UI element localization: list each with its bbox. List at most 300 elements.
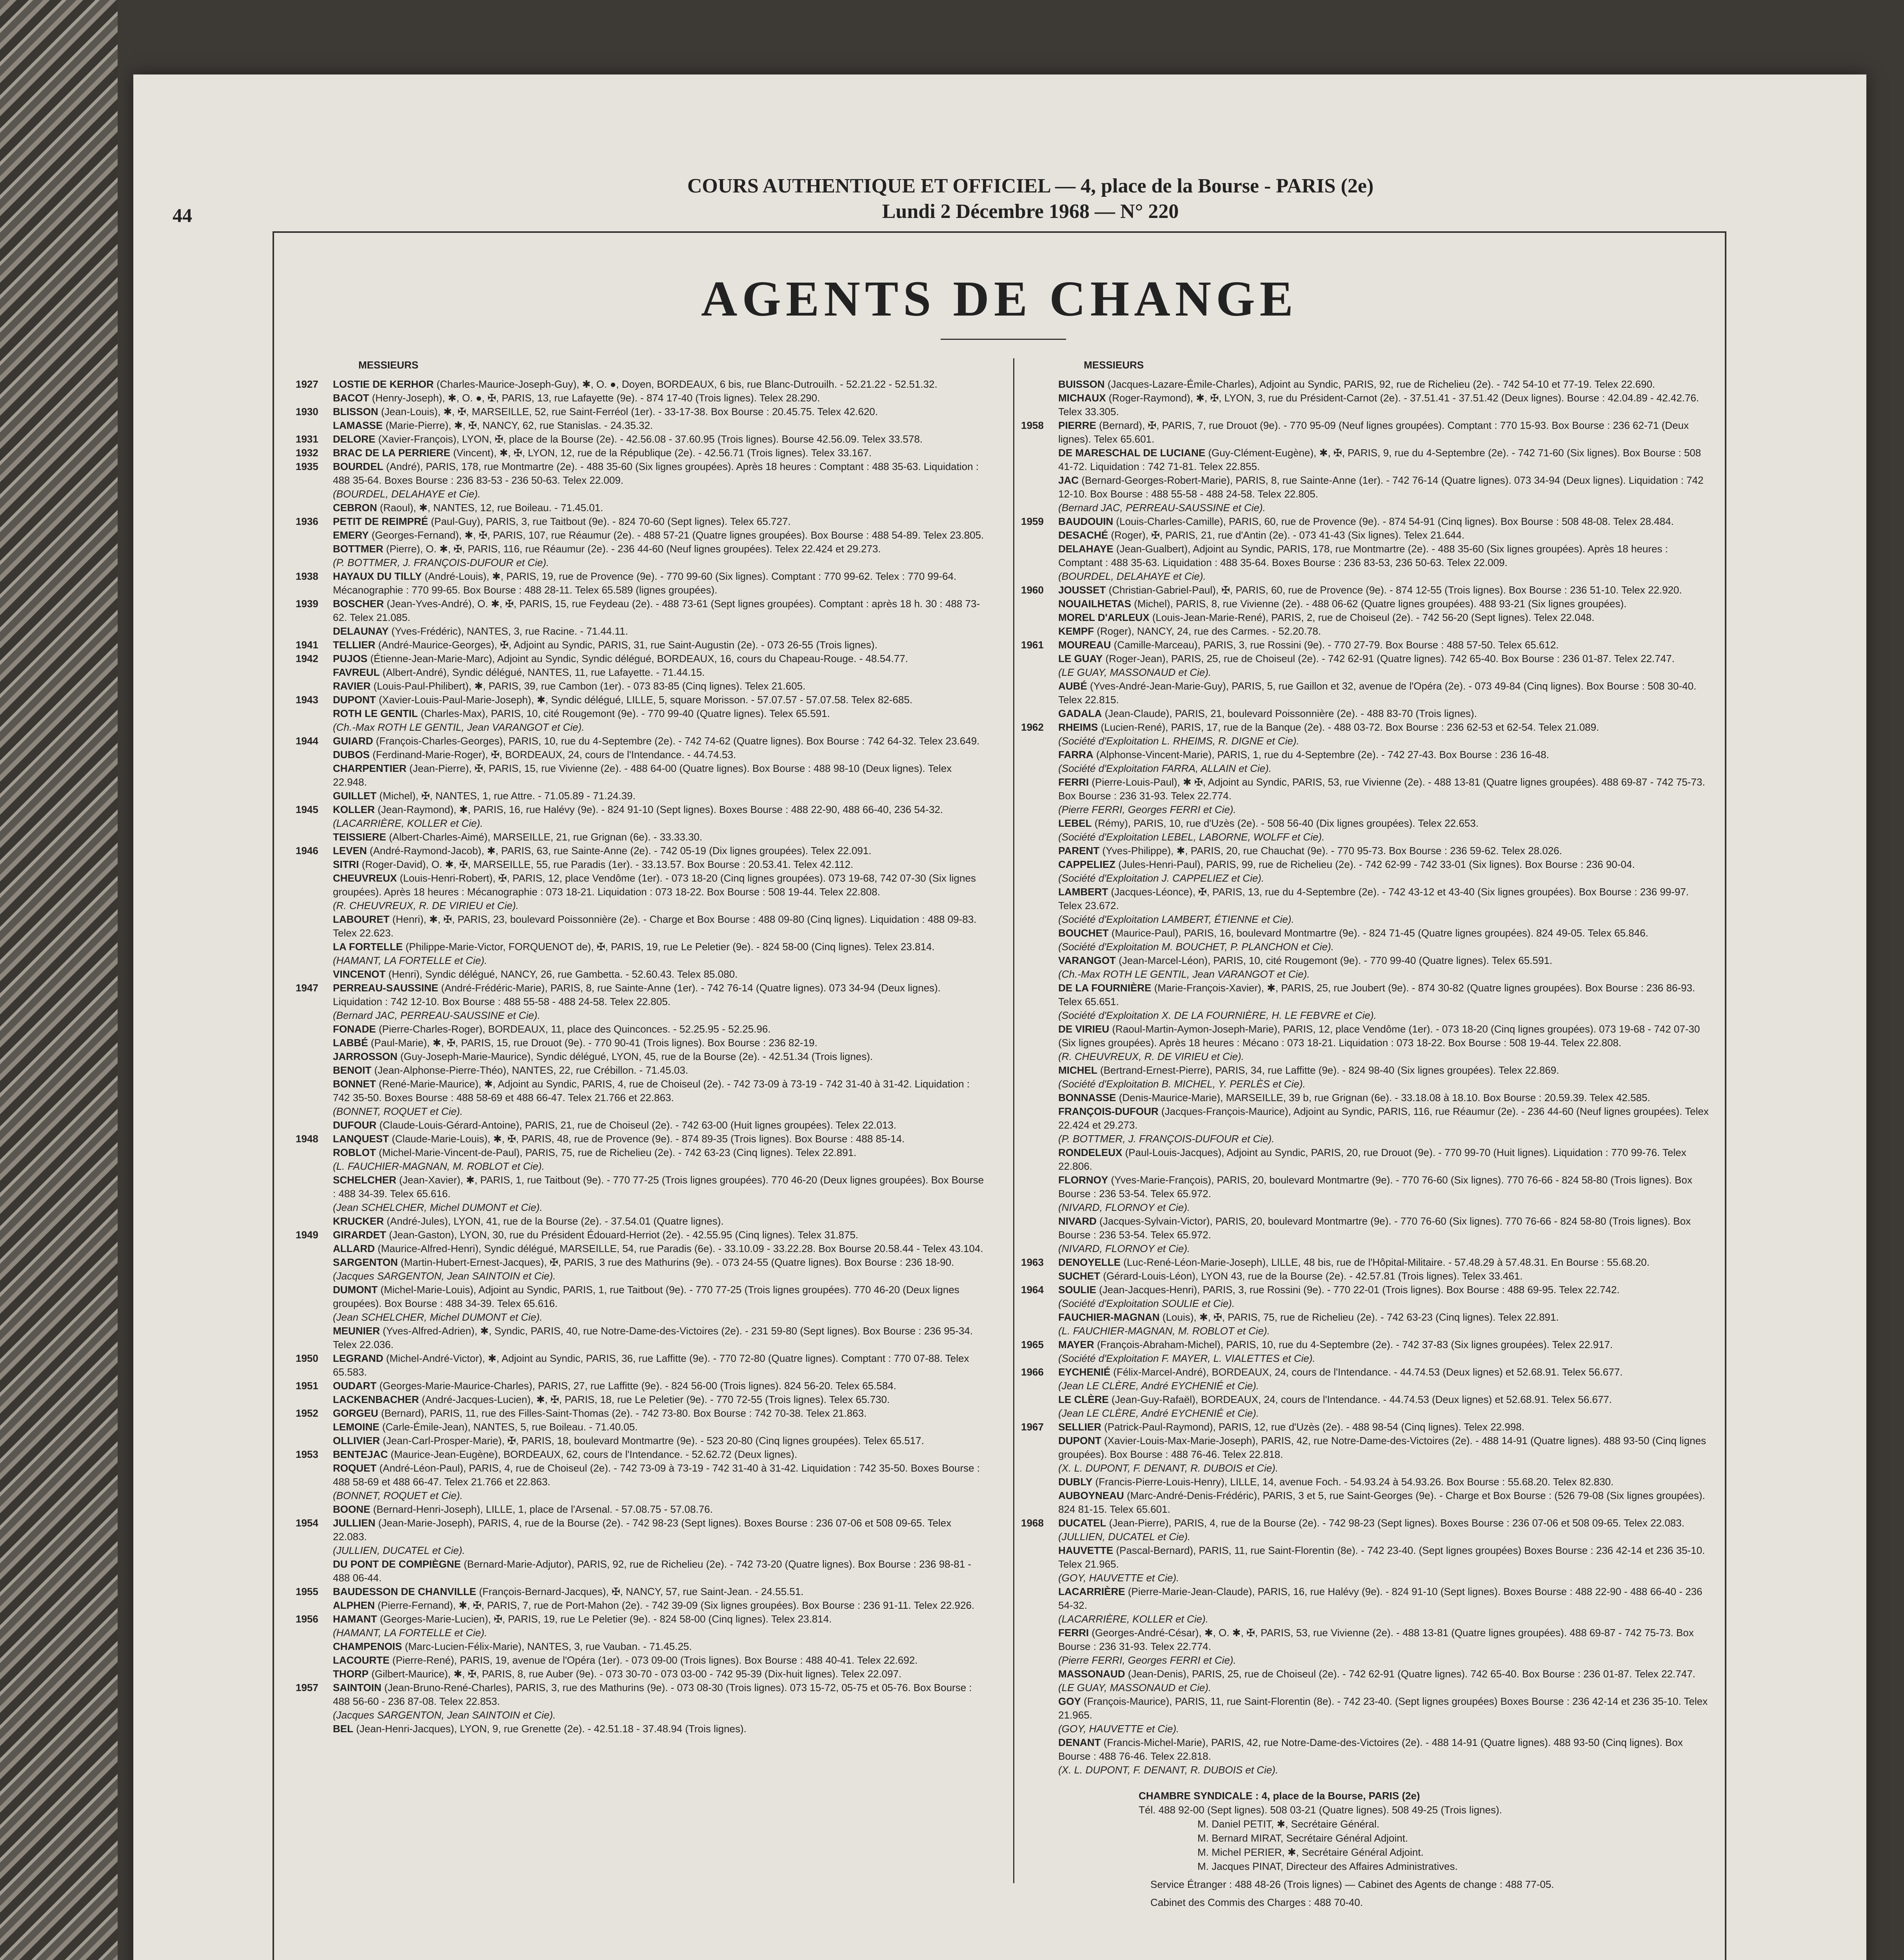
entry-details: (René-Marie-Maurice), ✱, Adjoint au Syndic, PARIS, 4, rue de Choiseul (2e). - 742 73-09 à 73-19 - 742 31-40 à 31-42. Liquidation : 742 35-50. Boxes Bourse : 488 58-69 et 488 66-47. Telex 21.766 et 22.863. [333, 1078, 970, 1103]
entry-name: LAMBERT [1058, 886, 1108, 898]
agent-entry [1021, 419, 1711, 446]
agent-entry [296, 762, 986, 789]
chambre-member: M. Bernard MIRAT, Secrétaire Général Adjoint. [1197, 1832, 1408, 1844]
entry-details: (Roger-Raymond), ✱, ✠, LYON, 3, rue du Président-Carnot (2e). - 37.51.41 - 37.51.42 (Deux lignes). Bourse : 42.04.89 - 42.42.76. Telex 33.305. [1058, 392, 1699, 417]
entry-year: 1931 [296, 433, 318, 445]
agent-entry [296, 1448, 986, 1461]
entry-details: (Jules-Henri-Paul), PARIS, 99, rue de Richelieu (2e). - 742 62-99 - 742 33-01 (Six lignes). Box Bourse : 236 90-04. [1118, 858, 1635, 870]
entry-details: (Maurice-Jean-Eugène), BORDEAUX, 62, cours de l'Intendance. - 52.62.72 (Deux lignes). [391, 1448, 798, 1460]
entry-firm: (Ch.-Max ROTH LE GENTIL, Jean VARANGOT et Cie). [333, 721, 585, 733]
column-divider [1013, 358, 1014, 1883]
entry-firm: (JULLIEN, DUCATEL et Cie). [1058, 1531, 1191, 1543]
entry-details: (Lucien-René), PARIS, 17, rue de la Banque (2e). - 488 03-72. Box Bourse : 236 62-53 et 62-54. Telex 21.089. [1101, 721, 1599, 733]
entry-year: 1938 [296, 570, 318, 582]
entry-year: 1944 [296, 735, 318, 747]
entry-name: CHEUVREUX [333, 872, 397, 884]
entry-name: DUPONT [1058, 1435, 1101, 1446]
entry-name: PUJOS [333, 653, 368, 664]
entry-name: DUFOUR [333, 1119, 377, 1131]
agent-entry [1021, 1256, 1711, 1269]
agent-entry [1021, 885, 1711, 926]
entry-details: (Francis-Michel-Marie), PARIS, 42, rue Notre-Dame-des-Victoires (2e). - 488 14-91 (Quatre lignes). 488 93-50 (Cinq lignes). Box Bourse : 488 76-46. Telex 22.818. [1058, 1737, 1683, 1762]
entry-details: (Roger), ✠, PARIS, 21, rue d'Antin (2e). - 073 41-43 (Six lignes). Telex 21.644. [1111, 529, 1464, 541]
entry-details: (Ferdinand-Marie-Roger), ✠, BORDEAUX, 24, cours de l'Intendance. - 44.74.53. [372, 749, 736, 760]
entry-year: 1955 [296, 1586, 318, 1597]
entry-name: BOURDEL [333, 461, 383, 472]
entry-details: (André-Raymond-Jacob), ✱, PARIS, 63, rue Sainte-Anne (2e). - 742 05-19 (Dix lignes groupées). Telex 22.091. [369, 845, 872, 857]
agent-entry [296, 858, 986, 871]
entry-name: HAMANT [333, 1613, 377, 1625]
entry-name: EMERY [333, 529, 369, 541]
agent-entry [296, 597, 986, 624]
agent-entry [1021, 720, 1711, 748]
agent-entry [296, 1242, 986, 1256]
entry-name: SUCHET [1058, 1270, 1100, 1282]
entry-name: BLISSON [333, 406, 378, 417]
entry-year: 1947 [296, 982, 318, 994]
agent-entry [296, 570, 986, 597]
entry-name: DE VIRIEU [1058, 1023, 1110, 1035]
entry-firm: (R. CHEUVREUX, R. DE VIRIEU et Cie). [333, 900, 519, 911]
agent-entry [1021, 446, 1711, 474]
entry-details: (Jean-Guy-Rafaël), BORDEAUX, 24, cours de l'Intendance. - 44.74.53 (Deux lignes) et 52.68.91. Telex 56.677. [1111, 1394, 1612, 1405]
agent-entry [1021, 817, 1711, 844]
entry-year: 1927 [296, 378, 318, 390]
entry-details: (François-Charles-Georges), PARIS, 10, rue du 4-Septembre (2e). - 742 74-62 (Quatre lignes). Box Bourse : 742 64-32. Telex 23.649. [376, 735, 980, 747]
agent-entry [1021, 1516, 1711, 1544]
agent-entry [296, 446, 986, 460]
entry-firm: (Jacques SARGENTON, Jean SAINTOIN et Cie). [333, 1270, 556, 1282]
entry-details: (Claude-Marie-Louis), ✱, ✠, PARIS, 48, rue de Provence (9e). - 874 89-35 (Trois lignes). Box Bourse : 488 85-14. [392, 1133, 905, 1145]
agent-entry [296, 1352, 986, 1379]
entry-firm: (Pierre FERRI, Georges FERRI et Cie). [1058, 1654, 1236, 1666]
entry-firm: (BOURDEL, DELAHAYE et Cie). [333, 488, 481, 500]
entry-name: ALPHEN [333, 1599, 375, 1611]
entry-name: PETIT DE REIMPRÉ [333, 515, 428, 527]
entry-name: JULLIEN [333, 1517, 376, 1529]
entry-details: (Paul-Guy), PARIS, 3, rue Taitbout (9e). - 824 70-60 (Sept lignes). Telex 65.727. [431, 515, 791, 527]
entry-name: LANQUEST [333, 1133, 389, 1145]
entry-year: 1941 [296, 639, 318, 651]
entry-details: (Roger), NANCY, 24, rue des Carmes. - 52.20.78. [1097, 625, 1321, 637]
agent-entry [296, 748, 986, 762]
entry-name: DUPONT [333, 694, 376, 706]
entry-details: (Marc-André-Denis-Frédéric), PARIS, 3 et 5, rue Saint-Georges (9e). - Charge et Box Bourse : (526 79-08 (Six lignes groupées). 824 81-15. Telex 65.601. [1058, 1490, 1705, 1515]
entry-name: FERRI [1058, 776, 1089, 788]
entry-name: BONNASSE [1058, 1092, 1116, 1103]
entry-firm: (BONNET, ROQUET et Cie). [333, 1105, 463, 1117]
entry-firm: (L. FAUCHIER-MAGNAN, M. ROBLOT et Cie). [333, 1160, 545, 1172]
agent-entry [1021, 1063, 1711, 1091]
entry-firm: (LE GUAY, MASSONAUD et Cie). [1058, 666, 1212, 678]
entry-details: (Guy-Clément-Eugène), ✱, ✠, PARIS, 9, rue du 4-Septembre (2e). - 742 71-60 (Six lignes). Box Bourse : 508 41-72. Liquidation : 742 71-81. Telex 22.855. [1058, 447, 1701, 472]
entry-details: (Albert-Charles-Aimé), MARSEILLE, 21, rue Grignan (6e). - 33.33.30. [389, 831, 703, 843]
entry-year: 1959 [1021, 515, 1044, 527]
agent-entry [1021, 1585, 1711, 1626]
entry-firm: (JULLIEN, DUCATEL et Cie). [333, 1544, 465, 1556]
entry-name: BAUDOUIN [1058, 515, 1114, 527]
entry-name: LA FORTELLE [333, 941, 403, 953]
agent-entry [1021, 1214, 1711, 1256]
entry-details: (Louis), ✱, ✠, PARIS, 75, rue de Richelieu (2e). - 742 63-23 (Cinq lignes). Telex 22.891. [1162, 1311, 1559, 1323]
entry-year: 1930 [296, 406, 318, 417]
chambre-member: M. Michel PERIER, ✱, Secrétaire Général Adjoint. [1197, 1846, 1424, 1858]
entry-name: LACARRIÈRE [1058, 1586, 1125, 1597]
agent-entry [1021, 391, 1711, 419]
entry-details: (Albert-André), Syndic délégué, NANTES, 11, rue Lafayette. - 71.44.15. [382, 666, 705, 678]
agent-entry [296, 1022, 986, 1036]
agent-entry [296, 844, 986, 858]
entry-details: (Michel), PARIS, 8, rue Vivienne (2e). - 488 06-62 (Quatre lignes groupées). 488 93-21 (Six lignes groupées). [1134, 598, 1627, 610]
entry-firm: (GOY, HAUVETTE et Cie). [1058, 1572, 1179, 1584]
entry-name: LEGRAND [333, 1352, 383, 1364]
entry-year: 1950 [296, 1352, 318, 1364]
agent-entry [1021, 1626, 1711, 1667]
entry-firm: (R. CHEUVREUX, R. DE VIRIEU et Cie). [1058, 1051, 1244, 1062]
entry-name: DE LA FOURNIÈRE [1058, 982, 1152, 994]
entry-name: FAVREUL [333, 666, 380, 678]
agent-entry [296, 1406, 986, 1420]
entry-details: (Xavier-Louis-Max-Marie-Joseph), PARIS, 42, rue Notre-Dame-des-Victoires (2e). - 488 14-91 (Quatre lignes). 488 93-50 (Cinq lignes groupées). Box Bourse : 488 76-46. Telex 22.818. [1058, 1435, 1706, 1460]
entry-name: THORP [333, 1668, 369, 1680]
entry-name: BOTTMER [333, 543, 383, 555]
entry-name: MAYER [1058, 1339, 1094, 1350]
agent-entry [296, 1503, 986, 1516]
entry-year: 1935 [296, 461, 318, 472]
entry-name: DUBOS [333, 749, 370, 760]
entry-firm: (GOY, HAUVETTE et Cie). [1058, 1723, 1179, 1735]
entry-name: ROBLOT [333, 1147, 376, 1158]
entry-details: (Yves-Philippe), ✱, PARIS, 20, rue Chauchat (9e). - 770 95-73. Box Bourse : 236 59-62. Telex 28.026. [1102, 845, 1562, 857]
entry-name: RHEIMS [1058, 721, 1098, 733]
entry-details: (Louis-Henri-Robert), ✠, PARIS, 12, place Vendôme (1er). - 073 18-20 (Cinq lignes groupées). 073 19-68, 742 07-30 (Six lignes groupées). Après 18 heures : Mécanographie : 073 18-21. Liquidation : 073 18-22. Box Bourse : 508 19-44. Telex 22.808. [333, 872, 976, 898]
entry-name: BOONE [333, 1503, 371, 1515]
entry-details: (Jean-Xavier), ✱, PARIS, 1, rue Taitbout (9e). - 770 77-25 (Trois lignes groupées). 770 46-20 (Deux lignes groupées). Box Bourse : 488 34-39. Telex 65.616. [333, 1174, 984, 1200]
entry-firm: (Société d'Exploitation FARRA, ALLAIN et Cie). [1058, 762, 1272, 774]
entry-name: AUBÉ [1058, 680, 1087, 692]
header-line-2: Lundi 2 Décembre 1968 — N° 220 [882, 200, 1179, 223]
entry-name: FARRA [1058, 749, 1094, 760]
entry-firm: (Société d'Exploitation X. DE LA FOURNIÈRE, H. LE FEBVRE et Cie). [1058, 1009, 1377, 1021]
entry-year: 1964 [1021, 1284, 1044, 1296]
agent-entry [296, 1653, 986, 1667]
entry-details: (François-Abraham-Michel), PARIS, 10, rue du 4-Septembre (2e). - 742 37-83 (Six lignes groupées). Telex 22.917. [1097, 1339, 1613, 1350]
entry-name: CAPPELIEZ [1058, 858, 1116, 870]
agent-entry [296, 1036, 986, 1050]
entry-name: KEMPF [1058, 625, 1094, 637]
entry-details: (Jean-Bruno-René-Charles), PARIS, 3, rue des Mathurins (9e). - 073 08-30 (Trois lignes). 073 15-72, 05-75 et 05-76. Box Bourse : 488 56-60 - 236 87-08. Telex 22.853. [333, 1682, 972, 1707]
entry-name: GOY [1058, 1695, 1081, 1707]
agent-entry [296, 693, 986, 707]
agent-entry [296, 1599, 986, 1612]
entry-details: (Jean-Denis), PARIS, 25, rue de Choiseul (2e). - 742 62-91 (Quatre lignes). 742 65-40. Box Bourse : 236 01-87. Telex 22.747. [1128, 1668, 1695, 1680]
entry-firm: (Ch.-Max ROTH LE GENTIL, Jean VARANGOT et Cie). [1058, 968, 1310, 980]
entry-details: (André-Jacques-Lucien), ✱, ✠, PARIS, 18, rue Le Peletier (9e). - 770 72-55 (Trois lignes). Telex 65.730. [421, 1394, 890, 1405]
entry-details: (Henry-Joseph), ✱, O. ●, ✠, PARIS, 13, rue Lafayette (9e). - 874 17-40 (Trois lignes). Telex 28.290. [372, 392, 820, 404]
entry-details: (Étienne-Jean-Marie-Marc), Adjoint au Syndic, Syndic délégué, BORDEAUX, 16, cours du Chapeau-Rouge. - 48.54.77. [370, 653, 908, 664]
entry-name: MEUNIER [333, 1325, 380, 1337]
entry-name: SCHELCHER [333, 1174, 396, 1186]
entry-firm: (LE GUAY, MASSONAUD et Cie). [1058, 1682, 1212, 1693]
entry-details: (Henri), ✱, ✠, PARIS, 23, boulevard Poissonnière (2e). - Charge et Box Bourse : 488 09-80 (Cinq lignes). Liquidation : 488 09-83. Telex 22.623. [333, 913, 977, 939]
entry-details: (Jacques-François-Maurice), Adjoint au Syndic, PARIS, 116, rue Réaumur (2e). - 236 44-60 (Neuf lignes groupées). Telex 22.424 et 29.273. [1058, 1105, 1709, 1131]
entry-details: (Jean-Marie-Joseph), PARIS, 4, rue de la Bourse (2e). - 742 98-23 (Sept lignes). Boxes Bourse : 236 07-06 et 508 09-65. Telex 22.083. [333, 1517, 952, 1543]
agent-entry [1021, 597, 1711, 611]
entry-name: KRUCKER [333, 1215, 384, 1227]
entry-details: (André-Louis), ✱, PARIS, 19, rue de Provence (9e). - 770 99-60 (Six lignes). Comptant : 770 99-62. Telex : 770 99-64. Mécanographie : 770 99-65. Box Bourse : 488 28-11. Telex 65.589 (lignes groupées). [333, 570, 957, 596]
entry-details: (Pascal-Bernard), PARIS, 11, rue Saint-Florentin (8e). - 742 23-40. (Sept lignes groupées) Boxes Bourse : 236 42-14 et 236 35-10. Telex 21.965. [1058, 1544, 1705, 1570]
agent-entry [296, 981, 986, 1022]
agent-entry [1021, 1695, 1711, 1736]
agent-entry [296, 707, 986, 734]
entry-name: PARENT [1058, 845, 1099, 857]
entry-details: (Marie-François-Xavier), ✱, PARIS, 25, rue Joubert (9e). - 874 30-82 (Quatre lignes groupées). Box Bourse : 236 86-93. Telex 65.651. [1058, 982, 1695, 1007]
entry-name: FLORNOY [1058, 1174, 1108, 1186]
entry-firm: (P. BOTTMER, J. FRANÇOIS-DUFOUR et Cie). [1058, 1133, 1275, 1145]
chambre-syndicale [1021, 1789, 1711, 1909]
agent-entry [296, 638, 986, 652]
entry-details: (Michel-Marie-Louis), Adjoint au Syndic, PARIS, 1, rue Taitbout (9e). - 770 77-25 (Trois lignes groupées). 770 46-20 (Deux lignes groupées). Box Bourse : 488 34-39. Telex 65.616. [333, 1284, 959, 1309]
entry-name: PIERRE [1058, 419, 1096, 431]
agent-entry [296, 624, 986, 638]
agent-entry [296, 391, 986, 405]
chambre-cabinet: Cabinet des Commis des Charges : 488 70-40. [1150, 1896, 1363, 1908]
entry-name: BRAC DE LA PERRIERE [333, 447, 451, 459]
entry-name: GADALA [1058, 708, 1102, 719]
agent-entry [296, 1420, 986, 1434]
entry-details: (Francis-Pierre-Louis-Henry), LILLE, 14, avenue Foch. - 54.93.24 à 54.93.26. Box Bourse : 55.68.20. Telex 82.830. [1095, 1476, 1614, 1488]
entry-name: CEBRON [333, 502, 377, 514]
entry-year: 1952 [296, 1407, 318, 1419]
entry-name: FONADE [333, 1023, 376, 1035]
entry-name: DESACHÉ [1058, 529, 1108, 541]
agent-entry [296, 460, 986, 501]
entry-details: (Jacques-Lazare-Émile-Charles), Adjoint au Syndic, PARIS, 92, rue de Richelieu (2e). - 742 54-10 et 77-19. Telex 22.690. [1107, 378, 1655, 390]
agent-entry [296, 967, 986, 981]
agent-entry [296, 1640, 986, 1653]
entry-name: GIRARDET [333, 1229, 386, 1241]
entry-name: SITRI [333, 858, 359, 870]
entry-details: (Jean-Gaston), LYON, 30, rue du Président Édouard-Herriot (2e). - 42.55.95 (Cinq lignes). Telex 31.875. [389, 1229, 859, 1241]
entry-name: KOLLER [333, 804, 375, 815]
title-rule [941, 339, 1066, 340]
entry-details: (André-Léon-Paul), PARIS, 4, rue de Choiseul (2e). - 742 73-09 à 73-19 - 742 31-40 à 31-42. Liquidation : 742 35-50. Boxes Bourse : 488 58-69 et 488 66-47. Telex 21.766 et 22.863. [333, 1462, 980, 1488]
entry-details: (Pierre-Charles-Roger), BORDEAUX, 11, place des Quinconces. - 52.25.95 - 52.25.96. [379, 1023, 771, 1035]
agent-entry [296, 1612, 986, 1640]
entry-firm: (Pierre FERRI, Georges FERRI et Cie). [1058, 804, 1236, 815]
agent-entry [1021, 1269, 1711, 1283]
entry-name: BENTEJAC [333, 1448, 388, 1460]
agent-entry [296, 1557, 986, 1585]
agent-entry [1021, 515, 1711, 528]
entry-details: (André-Jules), LYON, 41, rue de la Bourse (2e). - 37.54.01 (Quatre lignes). [387, 1215, 724, 1227]
agent-entry [1021, 611, 1711, 624]
entry-name: OUDART [333, 1380, 377, 1392]
agent-entry [296, 1461, 986, 1503]
entry-name: DELAHAYE [1058, 543, 1114, 555]
entry-details: (Claude-Louis-Gérard-Antoine), PARIS, 21, rue de Choiseul (2e). - 742 63-00 (Huit lignes groupées). Telex 22.013. [379, 1119, 896, 1131]
agent-entry [296, 940, 986, 967]
entry-name: DENANT [1058, 1737, 1101, 1748]
chambre-member: M. Jacques PINAT, Directeur des Affaires Administratives. [1197, 1860, 1458, 1872]
entry-details: (Jean-Pierre), ✠, PARIS, 15, rue Vivienne (2e). - 488 64-00 (Quatre lignes). Box Bourse : 488 98-10 (Deux lignes). Telex 22.948. [333, 762, 952, 788]
agent-entry [296, 1050, 986, 1063]
entry-details: (Henri), Syndic délégué, NANCY, 26, rue Gambetta. - 52.60.43. Telex 85.080. [388, 968, 738, 980]
chambre-heading: CHAMBRE SYNDICALE : 4, place de la Bourse, PARIS (2e) [1139, 1790, 1420, 1802]
chambre-service: Service Étranger : 488 48-26 (Trois lignes) — Cabinet des Agents de change : 488 77-05. [1150, 1878, 1554, 1890]
entry-name: DELAUNAY [333, 625, 389, 637]
entry-details: (Roger-David), O. ✱, ✠, MARSEILLE, 55, rue Paradis (1er). - 33.13.57. Box Bourse : 20.53.41. Telex 42.112. [362, 858, 854, 870]
entry-year: 1936 [296, 515, 318, 527]
agent-entry [1021, 954, 1711, 981]
entry-details: (Louis-Charles-Camille), PARIS, 60, rue de Provence (9e). - 874 54-91 (Cinq lignes). Box Bourse : 508 48-08. Telex 28.484. [1116, 515, 1674, 527]
entry-firm: (Jean LE CLÈRE, André EYCHENIÉ et Cie). [1058, 1407, 1259, 1419]
entry-name: VINCENOT [333, 968, 386, 980]
entry-details: (Raoul-Martin-Aymon-Joseph-Marie), PARIS, 12, place Vendôme (1er). - 073 18-20 (Cinq lignes groupées). 073 19-68 - 742 07-30 (Six lignes groupées). Après 18 heures : Mécano : 073 18-21. Liquidation : 073 18-22. Box Bourse : 508 19-44. Telex 22.808. [1058, 1023, 1700, 1049]
entry-details: (Pierre-Louis-Paul), ✱ ✠, Adjoint au Syndic, PARIS, 53, rue Vivienne (2e). - 488 13-81 (Quatre lignes groupées). 488 69-87 - 742 75-73. Box Bourse : 236 31-93. Telex 22.774. [1058, 776, 1705, 802]
agent-entry [296, 1379, 986, 1393]
entry-year: 1946 [296, 845, 318, 857]
agent-entry [1021, 981, 1711, 1022]
entry-year: 1939 [296, 598, 318, 610]
entry-name: DUCATEL [1058, 1517, 1106, 1529]
entry-details: (Jean-Gualbert), Adjoint au Syndic, PARIS, 178, rue Montmartre (2e). - 488 35-60 (Six lignes groupées). Après 18 heures : Comptant : 488 35-63. Liquidation : 488 35-64. Boxes Bourse : 236 83-53, 236 50-63. Telex 22.009. [1058, 543, 1668, 568]
entry-details: (Raoul), ✱, NANTES, 12, rue Boileau. - 71.45.01. [380, 502, 603, 514]
entry-details: (André-Maurice-Georges), ✠, Adjoint au Syndic, PARIS, 31, rue Saint-Augustin (2e). - 073 26-55 (Trois lignes). [378, 639, 878, 651]
entry-firm: (BOURDEL, DELAHAYE et Cie). [1058, 570, 1206, 582]
agent-entry [1021, 1393, 1711, 1420]
entry-firm: (NIVARD, FLORNOY et Cie). [1058, 1243, 1190, 1254]
entry-name: BENOIT [333, 1064, 372, 1076]
entry-details: (Guy-Joseph-Marie-Maurice), Syndic délégué, LYON, 45, rue de la Bourse (2e). - 42.51.34 (Trois lignes). [400, 1051, 873, 1062]
agent-entry [296, 1118, 986, 1132]
entry-name: JOUSSET [1058, 584, 1106, 596]
entry-details: (Charles-Max), PARIS, 10, cité Rougemont (9e). - 770 99-40 (Quatre lignes). Telex 65.591. [420, 708, 830, 719]
entry-details: (Martin-Hubert-Ernest-Jacques), ✠, PARIS, 3 rue des Mathurins (9e). - 073 24-55 (Quatre lignes). Box Bourse : 236 18-90. [400, 1256, 954, 1268]
entry-details: (Vincent), ✱, ✠, LYON, 12, rue de la République (2e). - 42.56.71 (Trois lignes). Telex 33.167. [453, 447, 872, 459]
entry-firm: (BONNET, ROQUET et Cie). [333, 1490, 463, 1501]
entry-year: 1948 [296, 1133, 318, 1145]
entry-name: JAC [1058, 474, 1079, 486]
agent-entry [296, 1516, 986, 1557]
agent-entry [1021, 679, 1711, 707]
agent-entry [296, 1585, 986, 1599]
entry-details: (Xavier-François), LYON, ✠, place de la Bourse (2e). - 42.56.08 - 37.60.95 (Trois lignes). Bourse 42.56.09. Telex 33.578. [378, 433, 923, 445]
entry-name: RONDELEUX [1058, 1147, 1123, 1158]
agent-entry [296, 1434, 986, 1448]
entry-name: HAUVETTE [1058, 1544, 1114, 1556]
agent-entry [296, 1214, 986, 1228]
agent-entry [296, 679, 986, 693]
entry-details: (Marc-Lucien-Félix-Marie), NANTES, 3, rue Vauban. - 71.45.25. [405, 1641, 692, 1652]
entry-name: CHAMPENOIS [333, 1641, 402, 1652]
entry-year: 1954 [296, 1517, 318, 1529]
agent-entry [296, 652, 986, 666]
entry-details: (Denis-Maurice-Marie), MARSEILLE, 39 b, rue Grignan (6e). - 33.18.08 à 18.10. Box Bourse : 20.59.39. Telex 42.585. [1119, 1092, 1650, 1103]
entry-name: CHARPENTIER [333, 762, 407, 774]
entry-details: (Jean-Yves-André), O. ✱, ✠, PARIS, 15, rue Feydeau (2e). - 488 73-61 (Sept lignes groupées). Comptant : après 18 h. 30 : 488 73-62. Telex 21.085. [333, 598, 980, 623]
entry-details: (Michel-Marie-Vincent-de-Paul), PARIS, 75, rue de Richelieu (2e). - 742 63-23 (Cinq lignes). Telex 22.891. [379, 1147, 857, 1158]
agent-entry [296, 1722, 986, 1736]
entry-name: BONNET [333, 1078, 376, 1090]
entry-name: BOSCHER [333, 598, 384, 610]
entry-year: 1951 [296, 1380, 318, 1392]
right-entry-list [1021, 377, 1711, 1777]
entry-year: 1956 [296, 1613, 318, 1625]
entry-year: 1963 [1021, 1256, 1044, 1268]
entry-name: MOUREAU [1058, 639, 1111, 651]
agent-entry [1021, 748, 1711, 775]
entry-details: (Xavier-Louis-Paul-Marie-Joseph), ✱, Syndic délégué, LILLE, 5, square Morisson. - 57.07.57 - 57.07.58. Telex 82-685. [379, 694, 913, 706]
entry-details: (Yves-André-Jean-Marie-Guy), PARIS, 5, rue Gaillon et 32, avenue de l'Opéra (2e). - 073 49-84 (Cinq lignes). Box Bourse : 508 30-40. Telex 22.815. [1058, 680, 1697, 706]
agent-entry [296, 830, 986, 844]
entry-details: (Jacques-Sylvain-Victor), PARIS, 20, boulevard Montmartre (9e). - 770 76-60 (Six lignes). 770 76-66 - 824 58-80 (Trois lignes). Box Bourse : 236 53-54. Telex 65.972. [1058, 1215, 1691, 1241]
entry-year: 1957 [296, 1682, 318, 1693]
entry-firm: (Société d'Exploitation L. RHEIMS, R. DIGNE et Cie). [1058, 735, 1299, 747]
page-title: AGENTS DE CHANGE [701, 271, 1298, 327]
entry-firm: (X. L. DUPONT, F. DENANT, R. DUBOIS et Cie). [1058, 1764, 1279, 1776]
entry-details: (Maurice-Paul), PARIS, 16, boulevard Montmartre (9e). - 824 71-45 (Quatre lignes groupées). 824 49-05. Telex 65.846. [1111, 927, 1648, 939]
agent-entry [1021, 1022, 1711, 1063]
entry-firm: (Jean LE CLÈRE, André EYCHENIÉ et Cie). [1058, 1380, 1259, 1392]
content-frame [273, 231, 1726, 1960]
agent-entry [1021, 1475, 1711, 1489]
entry-firm: (X. L. DUPONT, F. DENANT, R. DUBOIS et Cie). [1058, 1462, 1279, 1474]
entry-details: (Jean-Henri-Jacques), LYON, 9, rue Grenette (2e). - 42.51.18 - 37.48.94 (Trois lignes). [356, 1723, 747, 1735]
entry-name: JARROSSON [333, 1051, 398, 1062]
entry-name: TEISSIERE [333, 831, 386, 843]
entry-details: (Georges-André-César), ✱, O. ✱, ✠, PARIS, 53, rue Vivienne (2e). - 488 13-81 (Quatre lignes groupées). 488 69-87 - 742 75-73. Box Bourse : 236 31-93. Telex 22.774. [1058, 1627, 1694, 1652]
entry-details: (François-Maurice), PARIS, 11, rue Saint-Florentin (8e). - 742 23-40. (Sept lignes groupées) Boxes Bourse : 236 42-14 et 236 35-10. Telex 21.965. [1058, 1695, 1708, 1721]
agent-entry [1021, 1667, 1711, 1695]
entry-name: LEBEL [1058, 817, 1092, 829]
agent-entry [296, 542, 986, 570]
entry-name: MASSONAUD [1058, 1668, 1125, 1680]
agent-entry [296, 1681, 986, 1722]
agent-entry [296, 1173, 986, 1214]
agent-entry [1021, 1105, 1711, 1146]
right-column [1021, 358, 1711, 1909]
entry-year: 1949 [296, 1229, 318, 1241]
entry-name: BUISSON [1058, 378, 1105, 390]
agent-entry [296, 1077, 986, 1118]
agent-entry [1021, 1310, 1711, 1338]
agent-entry [1021, 844, 1711, 858]
entry-details: (Jean-Pierre), PARIS, 4, rue de la Bourse (2e). - 742 98-23 (Sept lignes). Boxes Bourse : 236 07-06 et 508 09-65. Telex 22.083. [1109, 1517, 1684, 1529]
entry-name: BEL [333, 1723, 353, 1735]
entry-details: (Paul-Louis-Jacques), Adjoint au Syndic, PARIS, 20, rue Drouot (9e). - 770 99-70 (Huit lignes). Liquidation : 770 99-76. Telex 22.806. [1058, 1147, 1686, 1172]
agent-entry [1021, 1173, 1711, 1214]
entry-name: ALLARD [333, 1243, 375, 1254]
agent-entry [296, 1393, 986, 1406]
entry-name: HAYAUX DU TILLY [333, 570, 422, 582]
entry-name: GUILLET [333, 790, 377, 802]
entry-details: (Gilbert-Maurice), ✱, ✠, PARIS, 8, rue Auber (9e). - 073 30-70 - 073 03-00 - 742 95-39 (Dix-huit lignes). Telex 22.097. [371, 1668, 902, 1680]
entry-name: DENOYELLE [1058, 1256, 1121, 1268]
entry-name: LAMASSE [333, 419, 383, 431]
entry-details: (Michel), ✠, NANTES, 1, rue Attre. - 71.05.89 - 71.24.39. [379, 790, 636, 802]
entry-details: (Philippe-Marie-Victor, FORQUENOT de), ✠, PARIS, 19, rue Le Peletier (9e). - 824 58-00 (Cinq lignes). Telex 23.814. [405, 941, 935, 953]
entry-name: LEVEN [333, 845, 367, 857]
entry-firm: (Bernard JAC, PERREAU-SAUSSINE et Cie). [1058, 502, 1266, 514]
agent-entry [296, 734, 986, 748]
entry-firm: (Société d'Exploitation M. BOUCHET, P. PLANCHON et Cie). [1058, 941, 1334, 953]
entry-firm: (L. FAUCHIER-MAGNAN, M. ROBLOT et Cie). [1058, 1325, 1270, 1337]
chambre-phones: Tél. 488 92-00 (Sept lignes). 508 03-21 (Quatre lignes). 508 49-25 (Trois lignes). [1139, 1804, 1502, 1816]
entry-firm: (Société d'Exploitation LAMBERT, ÉTIENNE et Cie). [1058, 913, 1294, 925]
entry-name: LACKENBACHER [333, 1394, 419, 1405]
agent-entry [1021, 652, 1711, 679]
